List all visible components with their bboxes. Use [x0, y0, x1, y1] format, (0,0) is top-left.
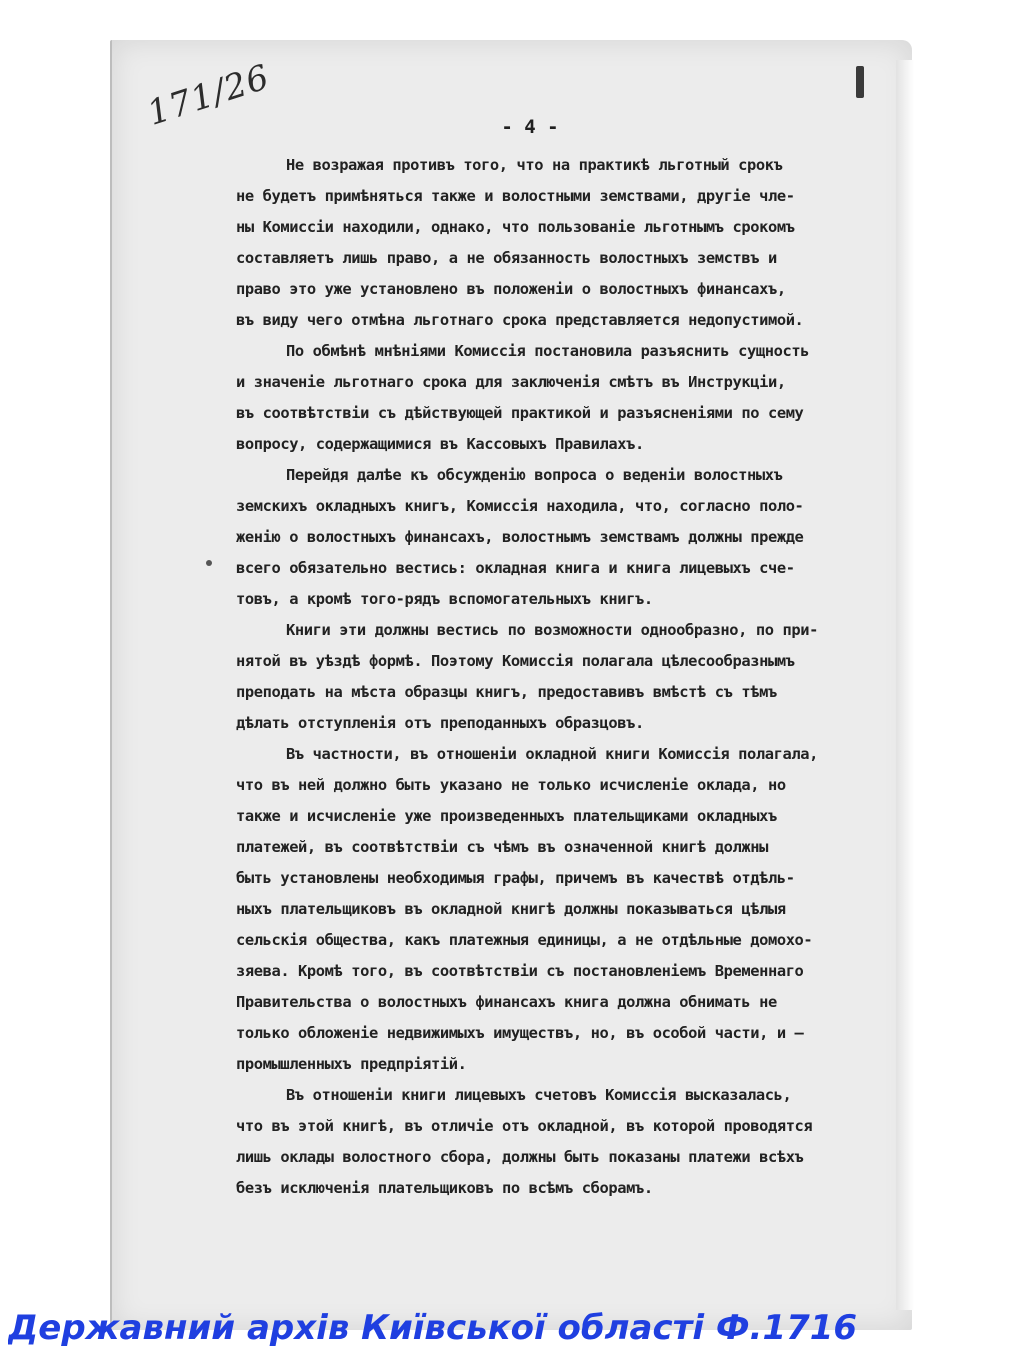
text-line: ныхъ плательщиковъ въ окладной книгѣ должны показываться цѣлыя	[236, 900, 786, 918]
text-line: Въ частности, въ отношеніи окладной книги Комиссія полагала,	[286, 745, 818, 763]
text-line: безъ исключенія плательщиковъ по всѣмъ сборамъ.	[236, 1179, 653, 1197]
text-line: вопросу, содержащимися въ Кассовыхъ Правилахъ.	[236, 435, 644, 453]
corner-ink-mark-icon	[856, 66, 864, 98]
text-line: не будетъ примѣняться также и волостными земствами, другіе чле-	[236, 187, 795, 205]
handwritten-archive-number: 171/26	[142, 57, 275, 134]
page-number: - 4 -	[501, 116, 559, 138]
text-line: Правительства о волостныхъ финансахъ книга должна обнимать не	[236, 993, 777, 1011]
text-line: земскихъ окладныхъ книгъ, Комиссія находила, что, согласно поло-	[236, 497, 804, 515]
paragraph	[236, 150, 882, 336]
text-line: также и исчисленіе уже произведенныхъ плательщиками окладныхъ	[236, 807, 777, 825]
text-line: зяева. Кромѣ того, въ соотвѣтствіи съ постановленіемъ Временнаго	[236, 962, 804, 980]
text-line: и значеніе льготнаго срока для заключенія смѣтъ въ Инструкціи,	[236, 373, 786, 391]
text-line: товъ, а кромѣ того-рядъ вспомогательныхъ книгъ.	[236, 590, 653, 608]
text-line: Въ отношеніи книги лицевыхъ счетовъ Комиссія высказалась,	[286, 1086, 792, 1104]
text-line: Книги эти должны вестись по возможности однообразно, по при-	[286, 621, 818, 639]
text-line: промышленныхъ предпріятій.	[236, 1055, 467, 1073]
text-line: въ соотвѣтствіи съ дѣйствующей практикой и разъясненіями по сему	[236, 404, 804, 422]
text-line: въ виду чего отмѣна льготнаго срока представляется недопустимой.	[236, 311, 804, 329]
text-line: что въ этой книгѣ, въ отличіе отъ окладной, въ которой проводятся	[236, 1117, 813, 1135]
archive-watermark-caption: Державний архів Київської області Ф.1716	[8, 1308, 858, 1348]
text-line: быть установлены необходимыя графы, причемъ въ качествѣ отдѣль-	[236, 869, 795, 887]
paper-edge	[896, 60, 914, 1310]
margin-dot-icon	[206, 560, 212, 566]
text-line: женію о волостныхъ финансахъ, волостнымъ земствамъ должны прежде	[236, 528, 804, 546]
paragraph	[236, 615, 882, 739]
text-line: платежей, въ соотвѣтствіи съ чѣмъ въ означенной книгѣ должны	[236, 838, 768, 856]
paragraph	[236, 460, 882, 615]
text-line: составляетъ лишь право, а не обязанность волостныхъ земствъ и	[236, 249, 777, 267]
text-line: Не возражая противъ того, что на практикѣ льготный срокъ	[286, 156, 783, 174]
text-line: По обмѣнѣ мнѣніями Комиссія постановила разъяснить сущность	[286, 342, 810, 360]
paragraph	[236, 336, 882, 460]
text-line: Перейдя далѣе къ обсужденію вопроса о веденіи волостныхъ	[286, 466, 783, 484]
text-line: сельскія общества, какъ платежныя единицы, а не отдѣльные домохо-	[236, 931, 813, 949]
text-line: только обложеніе недвижимыхъ имуществъ, но, въ особой части, и —	[236, 1024, 804, 1042]
text-line: преподать на мѣста образцы книгъ, предоставивъ вмѣстѣ съ тѣмъ	[236, 683, 777, 701]
text-line: право это уже установлено въ положеніи о волостныхъ финансахъ,	[236, 280, 786, 298]
paragraph	[236, 739, 882, 1080]
text-line: всего обязательно вестись: окладная книга и книга лицевыхъ сче-	[236, 559, 795, 577]
text-line: дѣлать отступленія отъ преподанныхъ образцовъ.	[236, 714, 644, 732]
paragraph	[236, 1080, 882, 1204]
typewritten-body	[236, 150, 882, 1204]
text-line: нятой въ уѣздѣ формѣ. Поэтому Комиссія полагала цѣлесообразнымъ	[236, 652, 795, 670]
text-line: лишь оклады волостного сбора, должны быть показаны платежи всѣхъ	[236, 1148, 804, 1166]
text-line: ны Комиссіи находили, однако, что пользованіе льготнымъ срокомъ	[236, 218, 795, 236]
text-line: что въ ней должно быть указано не только исчисленіе оклада, но	[236, 776, 786, 794]
